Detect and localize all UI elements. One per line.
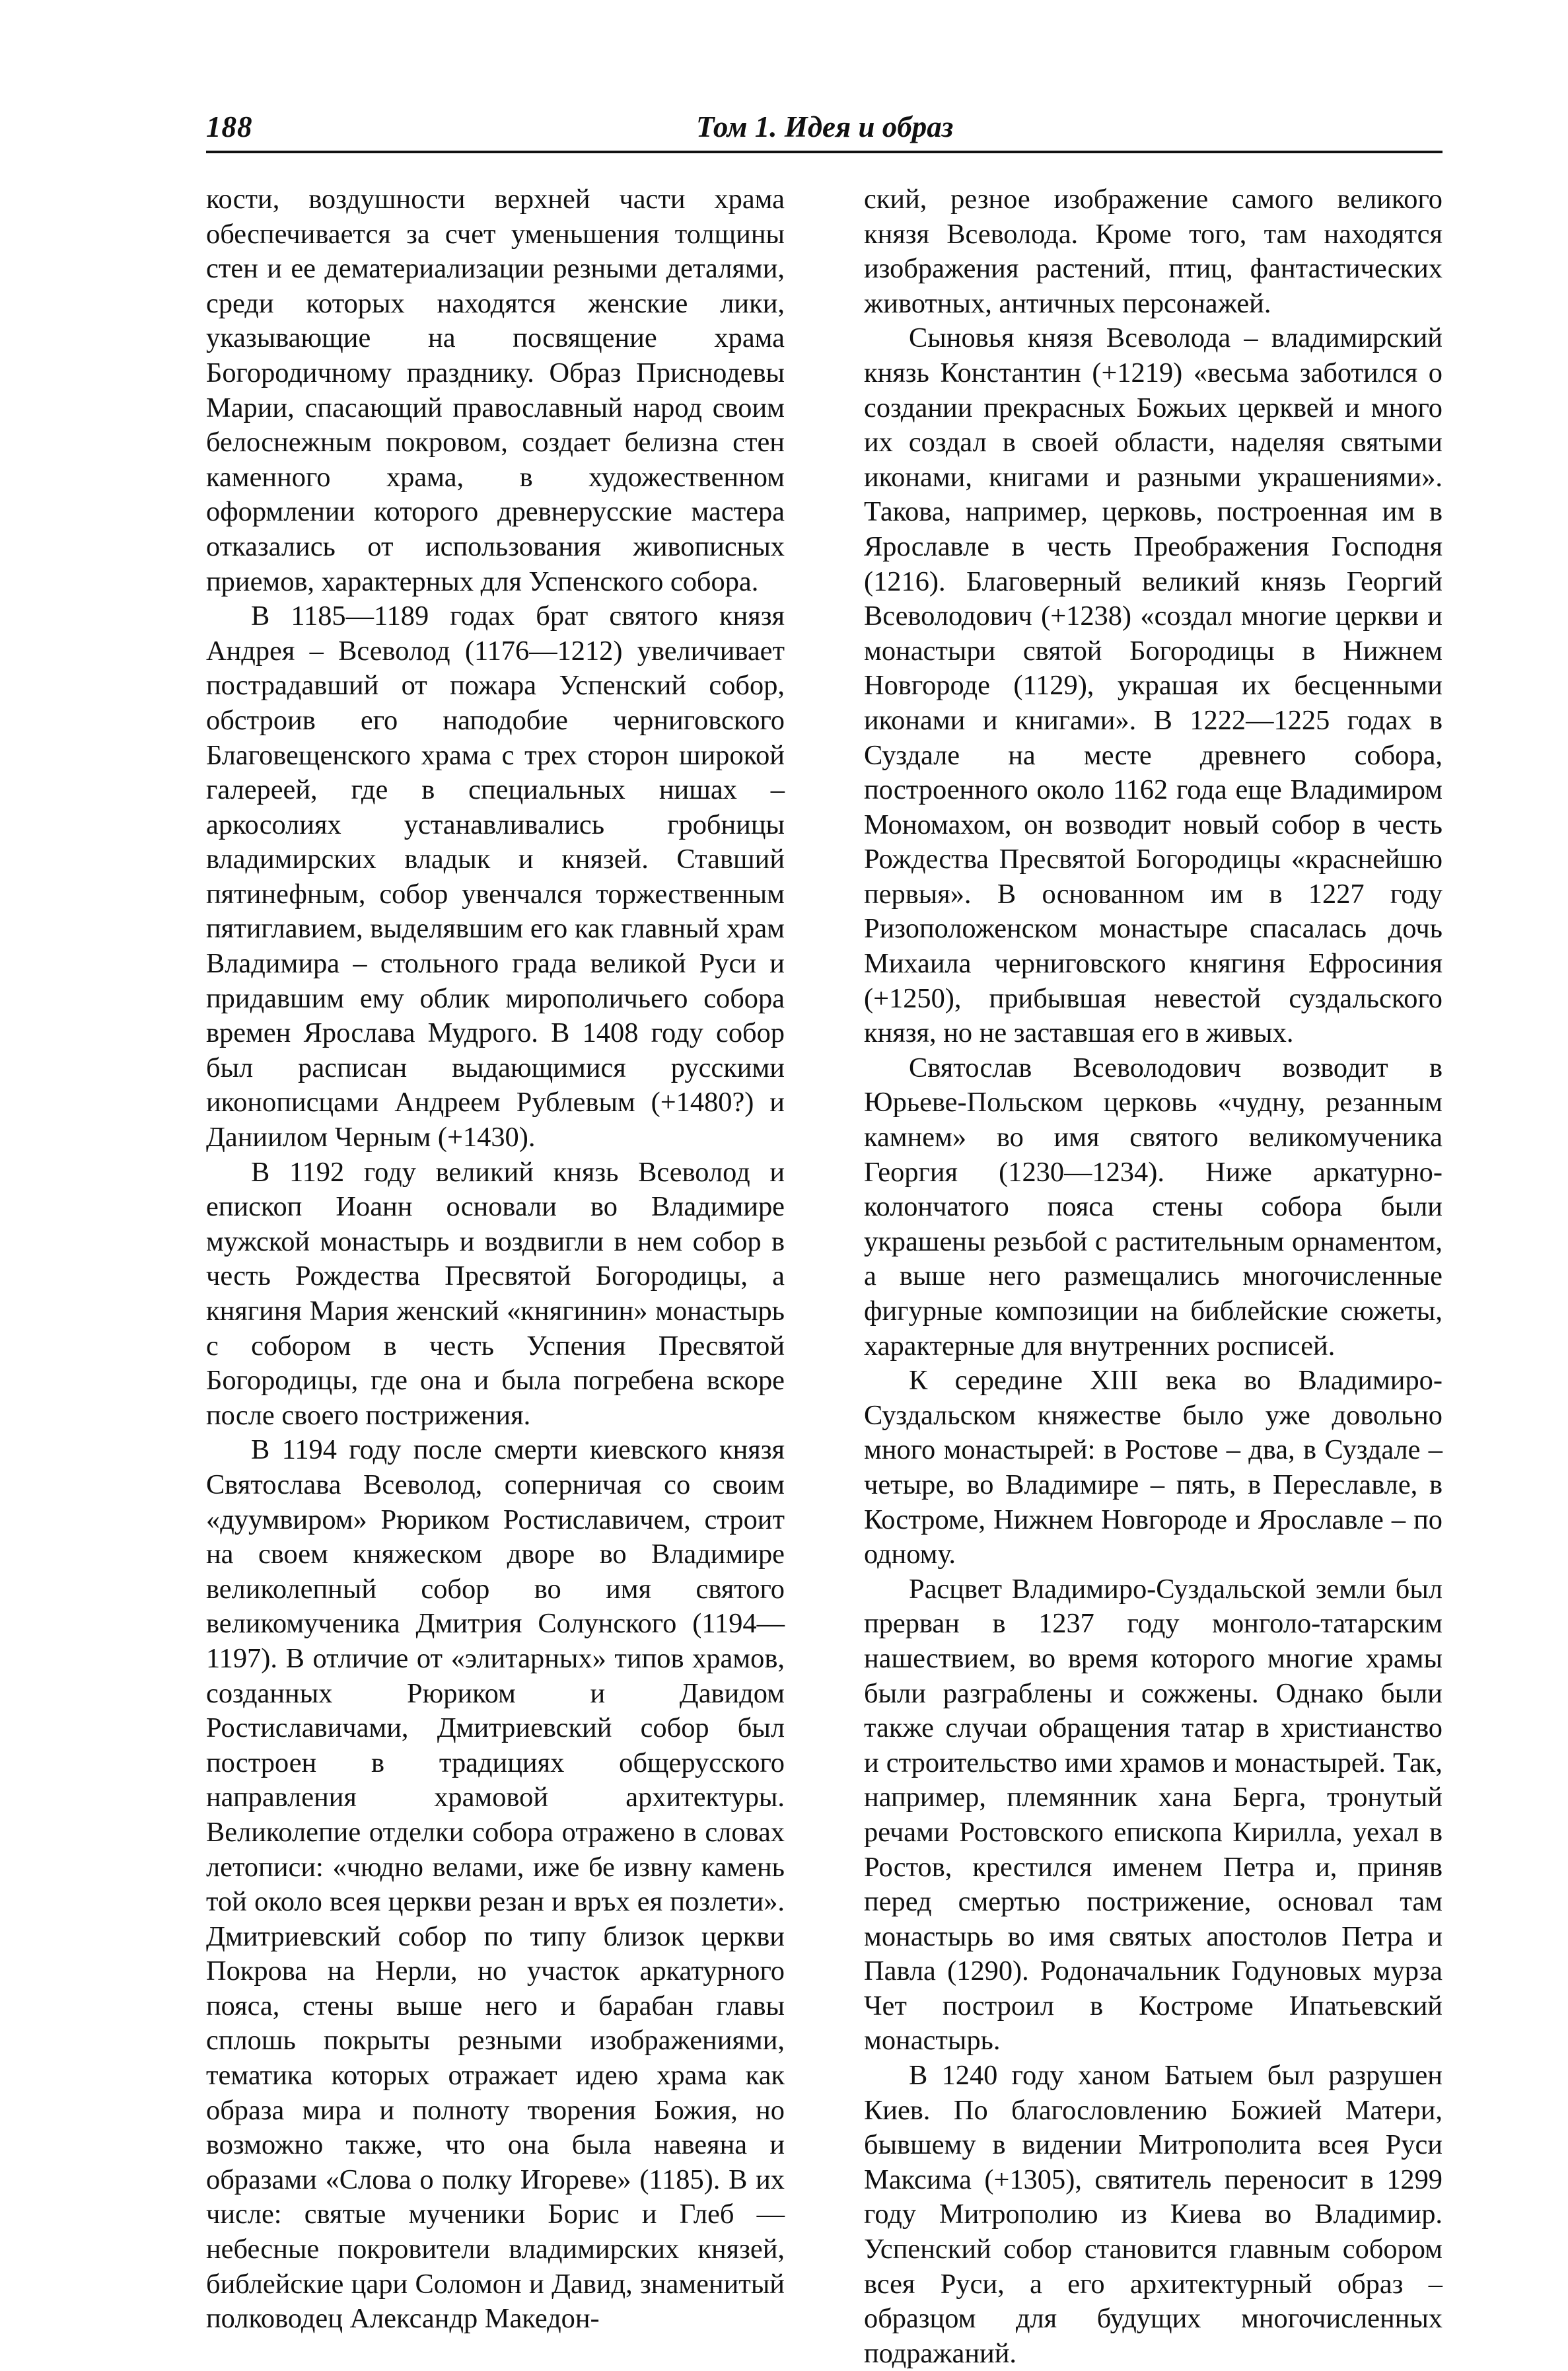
paragraph-continuation: ский, резное изображение самого великого князя Всеволода. Кроме того, там находятся изображения растений, птиц, фантастических животных, античных персонажей. xyxy=(864,184,1443,319)
running-title: Том 1. Идея и образ xyxy=(696,110,954,143)
paragraph: В 1192 году великий князь Всеволод и епископ Иоанн основали во Владимире мужской монастырь и воздвигли в нем собор в честь Рождества Пресвятой Богородицы, а княгиня Мария женский «княгинин» монастырь с собором в честь Успения Пресвятой Богородицы, где она и была погребена вскоре после своего пострижения. xyxy=(206,1156,785,1431)
page-header xyxy=(206,106,1443,149)
paragraph: Расцвет Владимиро-Суздальской земли был прерван в 1237 году монголо-татарским нашествием, во время которого многие храмы были разграблены и сожжены. Однако были также случаи обращения татар в христианство и строительство ими храмов и монастырей. Так, например, племянник хана Берга, тронутый речами Ростовского епископа Кирилла, уехал в Ростов, крестился именем Петра и, приняв перед смертью пострижение, основал там монастырь во имя святых апостолов Петра и Павла (1290). Родоначальник Годуновых мурза Чет построил в Костроме Ипатьевский монастырь. xyxy=(864,1573,1443,2057)
paragraph: В 1240 году ханом Батыем был разрушен Киев. По благословлению Божией Матери, бывшему в видении Митрополита всея Руси Максима (+1305), святитель переносит в 1299 году Митрополию из Киева во Владимир. Успенский собор становится главным собором всея Руси, а его архитектурный образ – образцом для будущих многочисленных подражаний. xyxy=(864,2060,1443,2369)
paragraph: Сыновья князя Всеволода – владимирский князь Константин (+1219) «весьма заботился о создании прекрасных Божьих церквей и много их создал в своей области, наделяя святыми иконами, книгами и разными украшениями». Такова, например, церковь, построенная им в Ярославле в честь Преображения Господня (1216). Благоверный великий князь Георгий Всеволодович (+1238) «создал многие церкви и монастыри святой Богородицы в Нижнем Новгороде (1129), украшая их бесценными иконами и книгами». В 1222—1225 годах в Суздале на месте древнего собора, построенного около 1162 года еще Владимиром Мономахом, он возводит новый собор в честь Рождества Пресвятой Богородицы «краснейшю первыя». В основанном им в 1227 году Ризоположенском монастыре спасалась дочь Михаила черниговского княгиня Ефросиния (+1250), прибывшая невестой суздальского князя, но не заставшая его в живых. xyxy=(864,322,1443,1049)
paragraph: В 1194 году после смерти киевского князя Святослава Всеволод, соперничая со своим «дуумвиром» Рюриком Ростиславичем, строит на своем княжеском дворе во Владимире великолепный собор во имя святого великомученика Дмитрия Солунского (1194—1197). В отличие от «элитарных» типов храмов, созданных Рюриком и Давидом Ростиславичами, Дмитриевский собор был построен в традициях общерусского направления храмовой архитектуры. Великолепие отделки собора отражено в словах летописи: «чюдно велами, иже бе извну камень той около всея церкви резан и връх ея позлети». Дмитриевский собор по типу близок церкви Покрова на Нерли, но участок аркатурного пояса, стены выше него и барабан главы сплошь покрыты резными изображениями, тематика которых отражает идею храма как образа мира и полноту творения Божия, но возможно также, что она была навеяна и образами «Слова о полку Игореве» (1185). В их числе: святые мученики Борис и Глеб — небесные покровители владимирских князей, библейские цари Соломон и Давид, знаменитый полководец Александр Македон- xyxy=(206,1434,785,2335)
left-column xyxy=(206,182,785,2337)
right-column xyxy=(864,182,1443,2371)
paragraph: Святослав Всеволодович возводит в Юрьеве-Польском церковь «чудну, резанным камнем» во имя святого великомученика Георгия (1230—1234). Ниже аркатурно-колончатого пояса стены собора были украшены резьбой с растительным орнаментом, а выше него размещались многочисленные фигурные композиции на библейские сюжеты, характерные для внутренних росписей. xyxy=(864,1052,1443,1362)
paragraph-continuation: кости, воздушности верхней части храма обеспечивается за счет уменьшения толщины стен и ее дематериализации резными деталями, среди которых находятся женские лики, указывающие на посвящение храма Богородичному празднику. Образ Приснодевы Марии, спасающий православный народ своим белоснежным покровом, создает белизна стен каменного храма, в художественном оформлении которого древнерусские мастера отказались от использования живописных приемов, характерных для Успенского собора. xyxy=(206,184,785,597)
paragraph: К середине XIII века во Владимиро-Суздальском княжестве было уже довольно много монастырей: в Ростове – два, в Суздале – четыре, во Владимире – пять, в Переславле, в Костроме, Нижнем Новгороде и Ярославле – по одному. xyxy=(864,1365,1443,1570)
header-rule xyxy=(206,151,1443,153)
paragraph: В 1185—1189 годах брат святого князя Андрея – Всеволод (1176—1212) увеличивает пострадавший от пожара Успенский собор, обстроив его наподобие черниговского Благовещенского храма с трех сторон широкой галереей, где в специальных нишах – аркосолиях устанавливались гробницы владимирских владык и князей. Ставший пятинефным, собор увенчался торжественным пятиглавием, выделявшим его как главный храм Владимира – стольного града великой Руси и придавшим ему облик мирополичьего собора времен Ярослава Мудрого. В 1408 году собор был расписан выдающимися русскими иконописцами Андреем Рублевым (+1480?) и Даниилом Черным (+1430). xyxy=(206,601,785,1153)
page-number: 188 xyxy=(206,110,253,143)
